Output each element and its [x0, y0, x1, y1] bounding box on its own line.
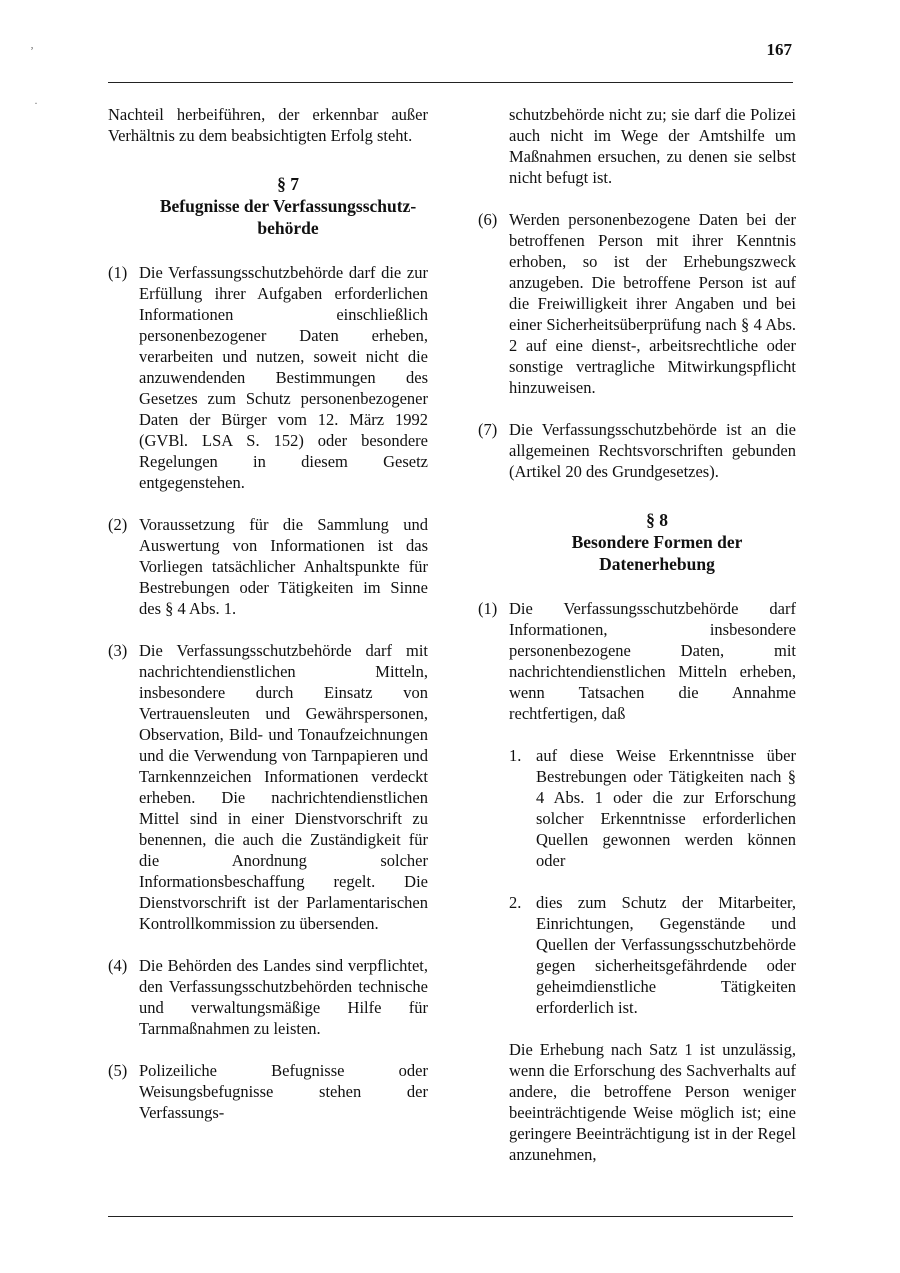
paragraph-number: (1) [108, 263, 128, 282]
header-rule [108, 82, 793, 83]
paragraph [108, 262, 428, 493]
paragraph-text: Die Behörden des Landes sind verpflichtet, den Verfassungsschutzbehörden technische und verwaltungsmäßige Hilfe für Tarnmaßnahmen zu leisten. [139, 956, 428, 1038]
closing-text: Die Erhebung nach Satz 1 ist unzulässig, wenn die Erforschung des Sachverhalts auf andere, die betroffene Person weniger beeinträchtigende Weise möglich ist; eine geringere Beeinträchtigung ist in der Regel anzunehmen, [509, 1040, 796, 1164]
paragraph-number: (1) [478, 599, 498, 618]
list-item-number: 1. [509, 746, 522, 765]
continuation-text: schutzbehörde nicht zu; sie darf die Polizei auch nicht im Wege der Amtshilfe um Maßnahmen ersuchen, zu denen sie selbst nicht befugt ist. [509, 105, 796, 187]
paragraph-text: Werden personenbezogene Daten bei der betroffenen Person mit ihrer Kenntnis erhoben, so ist der Erhebungszweck anzugeben. Die betroffene Person ist auf die Freiwilligkeit ihrer Angaben und bei einer Sicherheitsüberprüfung nach § 4 Abs. 2 auf eine dienst-, arbeitsrechtliche oder sonstige vertragliche Mitwirkungspflicht hinzuweisen. [509, 210, 796, 397]
section-number: § 8 [646, 510, 668, 530]
list-item-number: 2. [509, 893, 522, 912]
paragraph-text: Voraussetzung für die Sammlung und Auswertung von Informationen ist das Vorliegen tatsächlicher Anhaltspunkte für Bestrebungen oder Tätigkeiten im Sinne des § 4 Abs. 1. [139, 515, 428, 618]
paragraph [478, 209, 796, 398]
list-item [509, 745, 796, 871]
paragraph-text: Die Verfassungsschutzbehörde darf mit nachrichtendienstlichen Mitteln, insbesondere durch Einsatz von Vertrauensleuten und Gewährspersonen, Observation, Bild- und Tonaufzeichnungen und die Verwendung von Tarnpapieren und Tarnkennzeichen Informationen verdeckt erheben. Die nachrichtendienstlichen Mittel sind in einer Dienstvorschrift zu benennen, die auch die Zuständigkeit für die Anordnung solcher Informationsbeschaffung regelt. Die Dienstvorschrift ist der Parlamentarischen Kontrollkommission zu übersenden. [139, 641, 428, 933]
paragraph-number: (2) [108, 515, 128, 534]
footer-rule [108, 1216, 793, 1217]
paragraph [108, 1060, 428, 1123]
list-item-text: dies zum Schutz der Mitarbeiter, Einrichtungen, Gegenstände und Quellen der Verfassungsschutzbehörde gegen sicherheitsgefährdende oder geheimdienstliche Tätigkeiten erforderlich ist. [536, 893, 796, 1017]
paragraph-number: (5) [108, 1061, 128, 1080]
paragraph-number: (3) [108, 641, 128, 660]
paragraph [108, 514, 428, 619]
scan-speck: · [34, 96, 38, 110]
scan-speck: ʼ [30, 44, 34, 58]
paragraph-text: Polizeiliche Befugnisse oder Weisungsbefugnisse stehen der Verfassungs- [139, 1061, 428, 1122]
paragraph [108, 955, 428, 1039]
paragraph-number: (6) [478, 210, 498, 229]
section-title: Befugnisse der Verfassungsschutz-behörde [159, 196, 417, 238]
paragraph-text: Die Verfassungsschutzbehörde darf die zur Erfüllung ihrer Aufgaben erforderlichen Informationen einschließlich personenbezogener Daten erheben, verarbeiten und nutzen, soweit nicht die anzuwendenden Bestimmungen des Gesetzes zum Schutz personenbezogener Daten der Bürger vom 12. März 1992 (GVBl. LSA S. 152) oder besondere Regelungen in diesem Gesetz entgegenstehen. [139, 263, 428, 492]
paragraph [478, 419, 796, 482]
page-number: 167 [766, 40, 792, 59]
section-number: § 7 [277, 174, 299, 194]
paragraph-text: Die Verfassungsschutzbehörde ist an die allgemeinen Rechtsvorschriften gebunden (Artikel 20 des Grundgesetzes). [509, 420, 796, 481]
left-column [108, 104, 428, 1123]
paragraph-text: Die Verfassungsschutzbehörde darf Informationen, insbesondere personenbezogene Daten, mit nachrichtendienstlichen Mitteln erheben, wenn Tatsachen die Annahme rechtfertigen, daß [509, 599, 796, 723]
paragraph [478, 598, 796, 724]
section-title: Besondere Formen der Datenerhebung [571, 532, 743, 574]
right-column [478, 104, 796, 1165]
paragraph [108, 640, 428, 934]
list-item [509, 892, 796, 1018]
paragraph-number: (4) [108, 956, 128, 975]
list-item-text: auf diese Weise Erkenntnisse über Bestrebungen oder Tätigkeiten nach § 4 Abs. 1 oder die zur Erforschung solcher Erkenntnisse erforderlichen Quellen gewonnen werden können oder [536, 746, 796, 870]
paragraph-number: (7) [478, 420, 498, 439]
continuation-text: Nachteil herbeiführen, der erkennbar außer Verhältnis zu dem beabsichtigten Erfolg steht. [108, 105, 428, 145]
